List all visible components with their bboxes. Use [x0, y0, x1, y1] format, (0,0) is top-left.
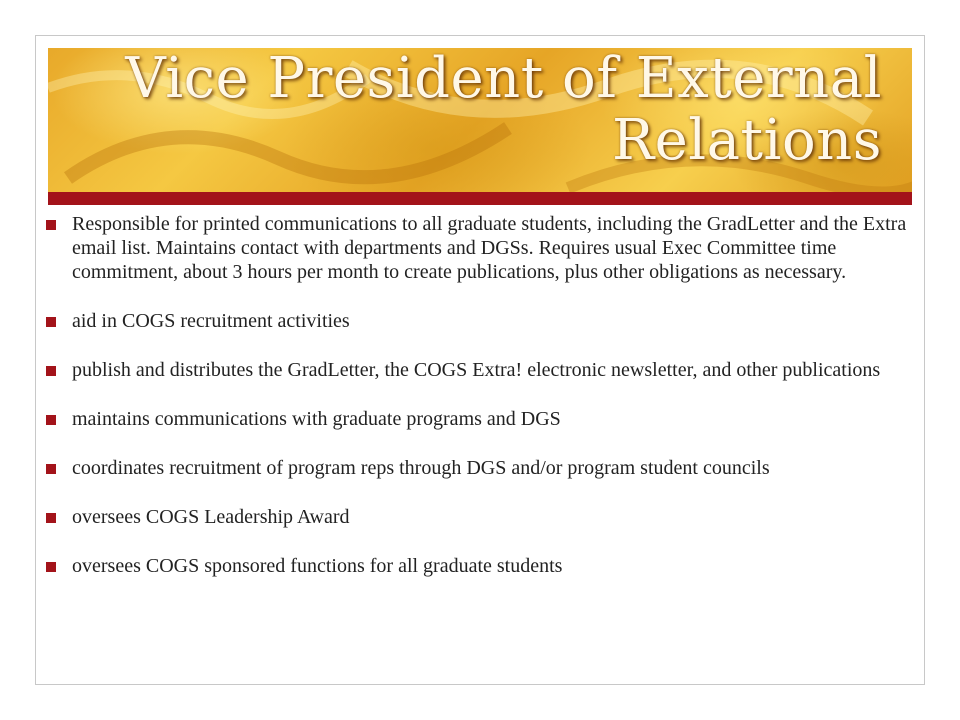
bullet-text: aid in COGS recruitment activities [72, 310, 350, 332]
square-bullet-icon [46, 562, 56, 572]
bullet-item [46, 212, 916, 284]
square-bullet-icon [46, 366, 56, 376]
bullet-text: oversees COGS sponsored functions for all graduate students [72, 555, 563, 577]
bullet-item [46, 358, 916, 382]
bullet-item [46, 309, 916, 333]
square-bullet-icon [46, 415, 56, 425]
bullet-list [46, 212, 916, 603]
square-bullet-icon [46, 220, 56, 230]
bullet-item [46, 407, 916, 431]
slide-title [125, 48, 882, 172]
bullet-text: oversees COGS Leadership Award [72, 506, 350, 528]
title-banner [48, 48, 912, 192]
square-bullet-icon [46, 317, 56, 327]
square-bullet-icon [46, 464, 56, 474]
bullet-item [46, 554, 916, 578]
bullet-text: Responsible for printed communications to all graduate students, including the GradLetter and the Extra email list. Maintains contact with departments and DGSs. Requires usual Exec Committee time commitment, about 3 hours per month to create publications, plus other obligations as necessary. [72, 213, 907, 283]
title-line-1: Vice President of External [125, 48, 882, 111]
square-bullet-icon [46, 513, 56, 523]
title-underline-stripe [48, 192, 912, 205]
title-line-2: Relations [611, 108, 882, 173]
bullet-item [46, 505, 916, 529]
bullet-item [46, 456, 916, 480]
bullet-text: maintains communications with graduate programs and DGS [72, 408, 561, 430]
bullet-text: coordinates recruitment of program reps through DGS and/or program student councils [72, 457, 770, 479]
bullet-text: publish and distributes the GradLetter, the COGS Extra! electronic newsletter, and other publications [72, 359, 881, 381]
